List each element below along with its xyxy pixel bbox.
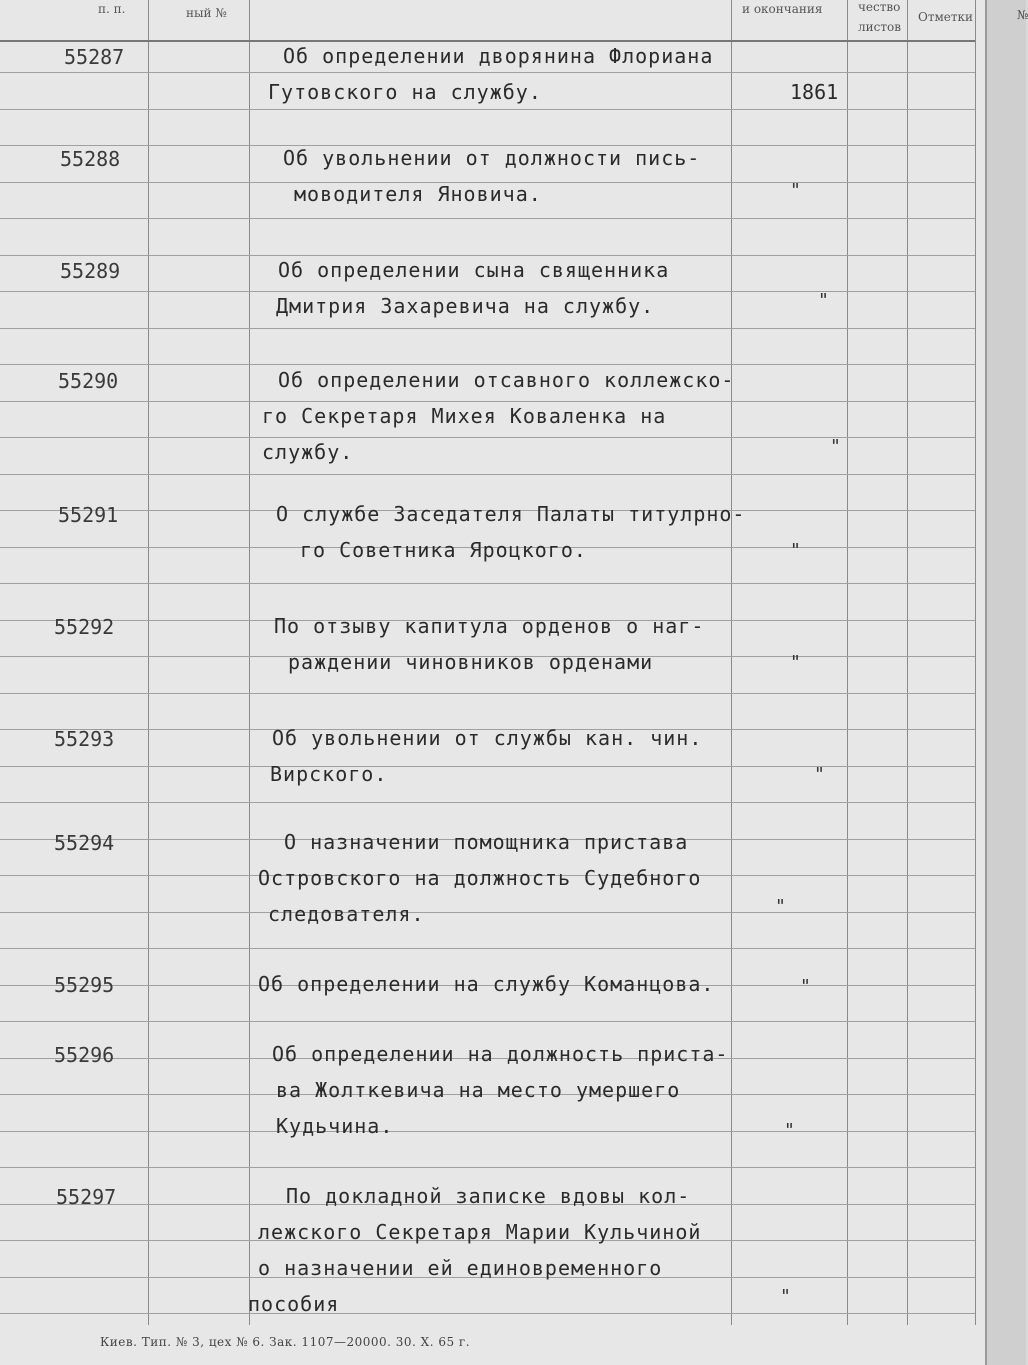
header-rule [0,40,975,42]
entry-text-line: Островского на должность Судебного [258,866,702,890]
entry-number: 55290 [58,369,119,393]
year-value: 1861 [790,80,839,104]
ruled-line [0,802,975,803]
entry-text-line: го Советника Яроцкого. [300,538,587,562]
ditto-mark: " [818,290,829,311]
ruled-line [0,401,975,402]
header-col-number: п. п. [98,2,126,16]
entry-text-line: следователя. [268,902,425,926]
header-col-sheets-2: листов [858,20,901,34]
entry-number: 55293 [54,727,115,751]
entry-text-line: О службе Заседателя Палаты титулрно- [276,502,746,526]
entry-text-line: Об определении отсавного коллежско- [278,368,735,392]
entry-text-line: Вирского. [270,762,388,786]
entry-text-line: моводителя Яновича. [294,182,542,206]
entry-number: 55294 [54,831,115,855]
ruled-line [0,1021,975,1022]
ruled-line [0,72,975,73]
ruled-line [0,1313,975,1314]
entry-text-line: По докладной записке вдовы кол- [286,1184,691,1208]
entry-text-line: Гутовского на службу. [268,80,542,104]
entry-number: 55287 [64,45,125,69]
ditto-mark: " [790,180,801,201]
column-divider-5 [907,0,908,1325]
column-divider-2 [249,0,250,1325]
ruled-line [0,766,975,767]
ruled-line [0,1131,975,1132]
entry-number: 55296 [54,1043,115,1067]
entry-number: 55292 [54,615,115,639]
ditto-mark: " [830,436,841,457]
entry-text-line: Об определении на должность приста- [272,1042,729,1066]
ditto-mark: " [790,652,801,673]
column-divider-3 [731,0,732,1325]
adjacent-page-mark: № [1017,8,1028,22]
entry-number: 55288 [60,147,121,171]
entry-number: 55291 [58,503,119,527]
entry-text-line: го Секретаря Михея Коваленка на [262,404,667,428]
print-imprint: Киев. Тип. № 3, цех № 6. Зак. 1107—20000. 30. X. 65 г. [100,1335,471,1349]
entry-text-line: о назначении ей единовременного [258,1256,663,1280]
ruled-line [0,474,975,475]
column-divider-4 [847,0,848,1325]
entry-text-line: Об определении сына священника [278,258,670,282]
entry-text-line: пособия [248,1292,340,1316]
entry-text-line: О назначении помощника пристава [284,830,689,854]
entry-text-line: Об увольнении от должности пись- [283,146,701,170]
header-col-case: ный № [186,6,227,20]
ruled-line [0,693,975,694]
entry-text-line: По отзыву капитула орденов о наг- [274,614,705,638]
entry-text-line: раждении чиновников орденами [288,650,654,674]
ruled-line [0,912,975,913]
ruled-line [0,583,975,584]
ruled-line [0,1167,975,1168]
adjacent-page-edge [985,0,1026,1365]
ruled-line [0,437,975,438]
entry-text-line: Об увольнении от службы кан. чин. [272,726,703,750]
header-col-sheets-1: чество [858,0,901,14]
entry-text-line: Об определении дворянина Флориана [283,44,714,68]
ruled-line [0,328,975,329]
ditto-mark: " [800,976,811,997]
entry-text-line: Дмитрия Захаревича на службу. [276,294,655,318]
ditto-mark: " [775,896,786,917]
ditto-mark: " [790,540,801,561]
ditto-mark: " [780,1286,791,1307]
entry-text-line: Об определении на службу Команцова. [258,972,715,996]
entry-number: 55297 [56,1185,117,1209]
ruled-line [0,255,975,256]
ruled-line [0,948,975,949]
ditto-mark: " [784,1120,795,1141]
ruled-line [0,218,975,219]
ditto-mark: " [814,764,825,785]
entry-number: 55289 [60,259,121,283]
header-col-notes: Отметки [918,10,974,24]
entry-text-line: службу. [262,440,354,464]
ruled-line [0,109,975,110]
entry-number: 55295 [54,973,115,997]
header-col-dates: и окончания [742,2,823,16]
entry-text-line: лежского Секретаря Марии Кульчиной [258,1220,702,1244]
entry-text-line: ва Жолткевича на место умершего [276,1078,681,1102]
entry-text-line: Кудьчина. [276,1114,394,1138]
ruled-line [0,364,975,365]
column-divider-1 [148,0,149,1325]
column-divider-6 [975,0,976,1325]
